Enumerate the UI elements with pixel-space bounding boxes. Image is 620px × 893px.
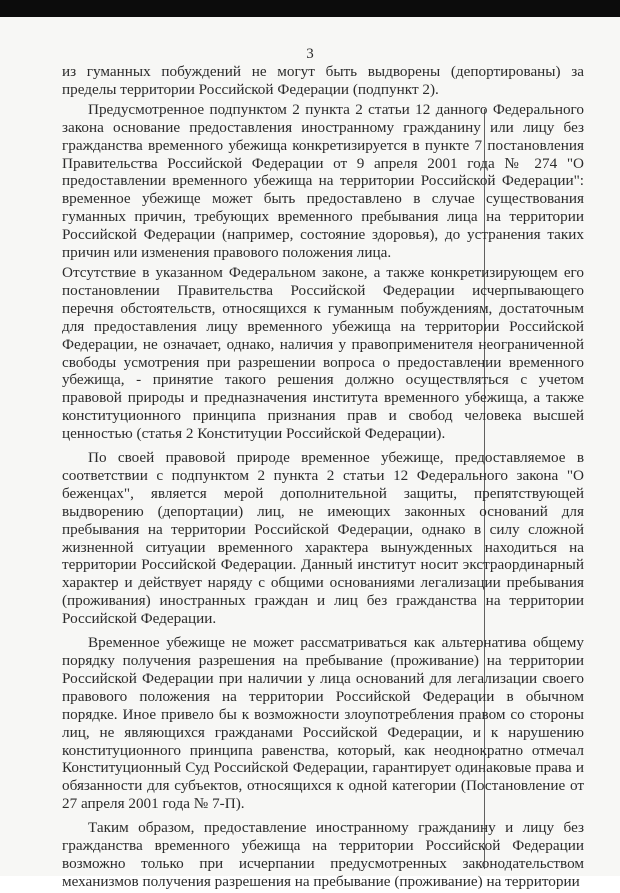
paragraph-2: Предусмотренное подпунктом 2 пункта 2 статьи 12 данного Федерального закона основание предоставления иностранному гражданину или лицу без гражданства временного убежища конкретизируется в пункте 7 постановления Правительства Российской Федерации от 9 апреля 2001 года № 274 "О предоставлении временного убежища на территории Российской Федерации": временное убежище может быть предоставлено в случае существования гуманных причин, требующих временного пребывания лица на территории Российской Федерации (например, состояние здоровья), до устранения таких причин или изменения правового положения лица. xyxy=(62,100,584,262)
page-number: 3 xyxy=(306,46,314,62)
paragraph-5: Временное убежище не может рассматриваться как альтернатива общему порядку получения разрешения на пребывание (проживание) на территории Российской Федерации при наличии у лица оснований для легализации своего правового положения на территории Российской Федерации в обычном порядке. Иное привело бы к возможности злоупотребления правом со стороны лиц, не являющихся гражданами Российской Федерации, и к нарушению конституционного принципа равенства, который, как неоднократно отмечал Конституционный Суд Российской Федерации, гарантирует одинаковые права и обязанности для субъектов, относящихся к одной категории (Постановление от 27 апреля 2001 года № 7-П). xyxy=(62,634,584,813)
document-body xyxy=(62,63,584,893)
paragraph-3: Отсутствие в указанном Федеральном законе, а также конкретизирующем его постановлении Правительства Российской Федерации исчерпывающего перечня обстоятельств, относящихся к гуманным побуждениям, достаточным для предоставления лицу временного убежища на территории Российской Федерации, не означает, однако, наличия у правоприменителя неограниченной свободы усмотрения при разрешении вопроса о предоставлении временного убежища, - принятие такого решения должно осуществляться с учетом правовой природы и предназначения института временного убежища, а также конституционного принципа признания прав и свобод человека высшей ценностью (статья 2 Конституции Российской Федерации). xyxy=(62,263,584,443)
paragraph-4: По своей правовой природе временное убежище, предоставляемое в соответствии с подпунктом 2 пункта 2 статьи 12 Федерального закона "О беженцах", является мерой дополнительной защиты, препятствующей выдворению (депортации) лиц, не имеющих законных оснований для пребывания на территории Российской Федерации, однако в силу сложной жизненной ситуации временного характера вынужденных находиться на территории Российской Федерации. Данный институт носит экстраординарный характер и действует наряду с общими основаниями легализации пребывания (проживания) иностранных граждан и лиц без гражданства на территории Российской Федерации. xyxy=(62,449,584,628)
top-dark-band xyxy=(0,0,620,17)
paragraph-1: из гуманных побуждений не могут быть выдворены (депортированы) за пределы территории Российской Федерации (подпункт 2). xyxy=(62,63,584,98)
paragraph-6: Таким образом, предоставление иностранному гражданину и лицу без гражданства временного убежища на территории Российской Федерации возможно только при исчерпании предусмотренных законодательством механизмов получения разрешения на пребывание (проживание) на территории xyxy=(62,819,584,890)
